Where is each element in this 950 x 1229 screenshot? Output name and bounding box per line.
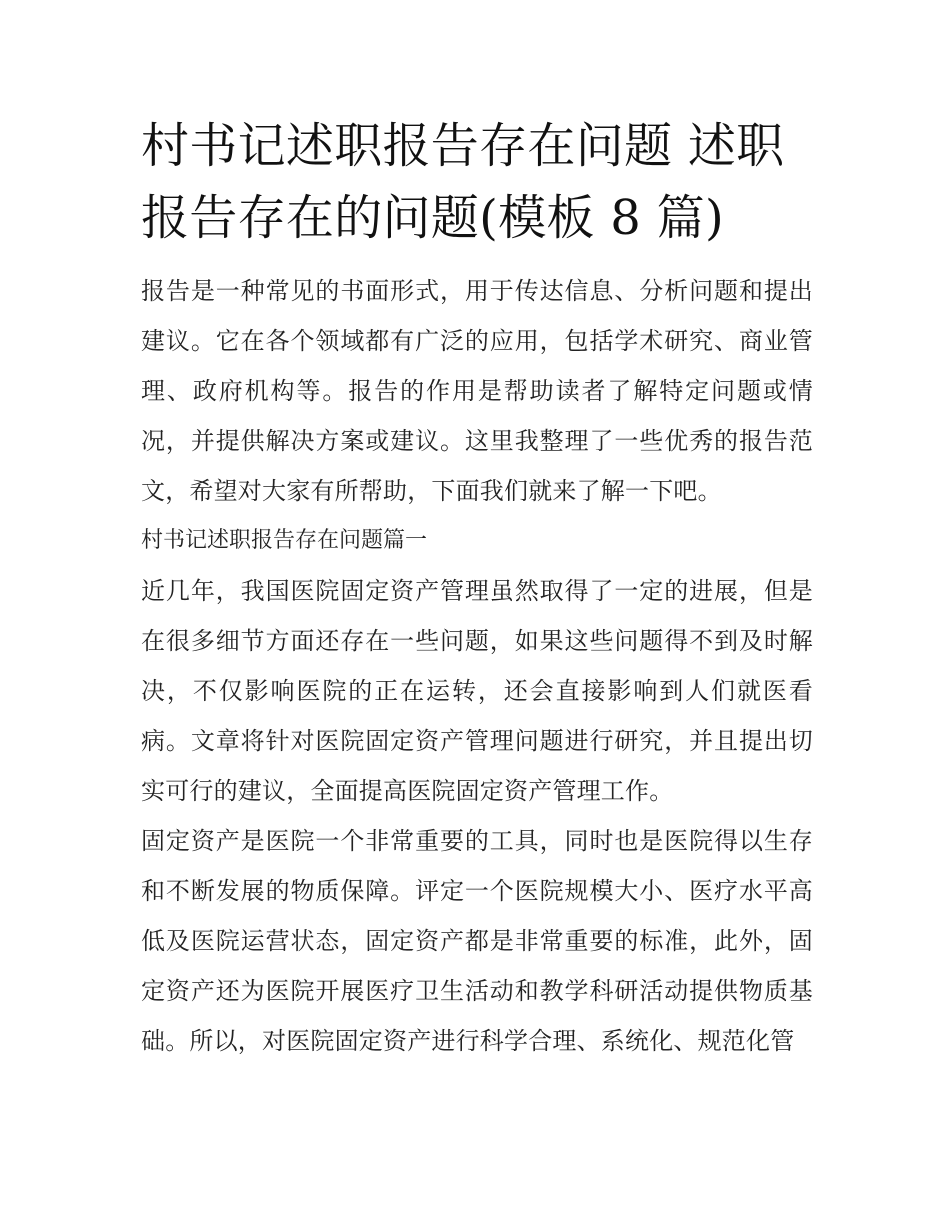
- intro-paragraph: 报告是一种常见的书面形式，用于传达信息、分析问题和提出建议。它在各个领域都有广泛的应用，包括学术研究、商业管理、政府机构等。报告的作用是帮助读者了解特定问题或情况，并提供解决方案或建议。这里我整理了一些优秀的报告范文，希望对大家有所帮助，下面我们就来了解一下吧。: [141, 277, 813, 505]
- body-paragraph-1: 近几年，我国医院固定资产管理虽然取得了一定的进展，但是在很多细节方面还存在一些问题，如果这些问题得不到及时解决，不仅影响医院的正在运转，还会直接影响到人们就医看病。文章将针对医院固定资产管理问题进行研究，并且提出切实可行的建议，全面提高医院固定资产管理工作。: [141, 577, 813, 805]
- document-title: 村书记述职报告存在问题 述职报告存在的问题(模板 8 篇): [141, 118, 785, 246]
- section-heading: 村书记述职报告存在问题篇一: [141, 528, 428, 553]
- body-paragraph-2: 固定资产是医院一个非常重要的工具，同时也是医院得以生存和不断发展的物质保障。评定一个医院规模大小、医疗水平高低及医院运营状态，固定资产都是非常重要的标准，此外，固定资产还为医院开展医疗卫生活动和教学科研活动提供物质基础。所以，对医院固定资产进行科学合理、系统化、规范化管: [141, 827, 813, 1055]
- document-body: [141, 110, 813, 1066]
